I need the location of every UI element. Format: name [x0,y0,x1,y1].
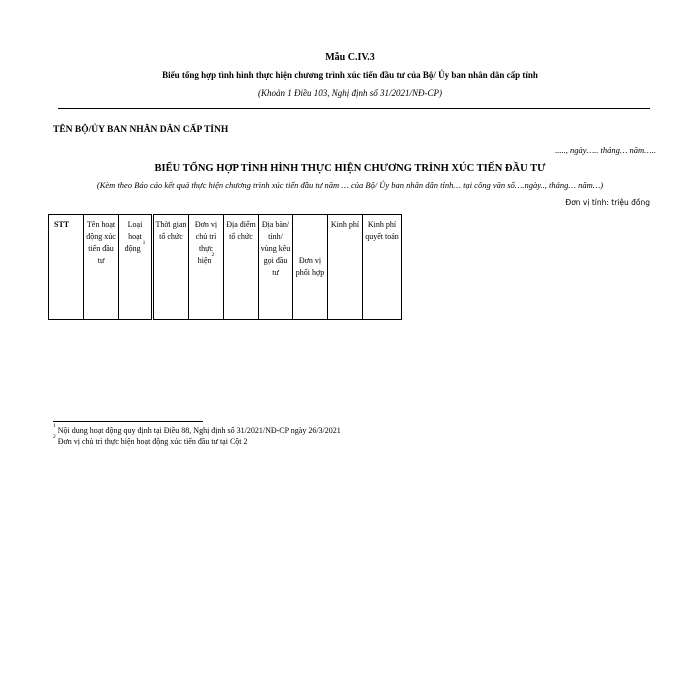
footnote-mark-1: 1 [142,240,146,246]
footnote-1-mark: 1 [53,423,56,429]
col-header-time: Thời gian tổ chức [154,215,189,320]
col-header-partner-unit: Đơn vị phối hợp [293,215,328,320]
col-header-host-unit [189,215,224,320]
form-title: Biểu tổng hợp tình hình thực hiện chương trình xúc tiến đầu tư của Bộ/ Ủy ban nhân dân cấp tỉnh [162,70,538,80]
footnote-mark-2: 2 [211,252,215,258]
col-header-activity-type [119,215,152,320]
footnote-2-mark: 2 [53,434,56,440]
col-header-stt: STT [49,215,84,320]
date-line: ....., ngày….. tháng… năm….. [555,145,656,155]
footnote-1-text: Nội dung hoạt động quy định tại Điều 88, Nghị định số 31/2021/NĐ-CP ngày 26/3/2021 [57,426,341,435]
legal-reference: (Khoản 1 Điều 103, Nghị định số 31/2021/NĐ-CP) [258,88,442,98]
agency-name: TÊN BỘ/ỦY BAN NHÂN DÂN CẤP TỈNH [53,125,229,135]
col-header-activity-name: Tên hoạt động xúc tiến đầu tư [84,215,119,320]
report-title: BIỂU TỔNG HỢP TÌNH HÌNH THỰC HIỆN CHƯƠNG TRÌNH XÚC TIẾN ĐẦU TƯ [154,163,546,174]
footnote-divider [53,421,203,422]
unit-label: Đơn vị tính: triệu đồng [565,198,650,207]
col-header-target-region: Địa bàn/ tỉnh/ vùng kêu gọi đầu tư [259,215,293,320]
summary-table [48,214,402,320]
footnote-2-text: Đơn vị chủ trì thực hiện hoạt động xúc tiến đầu tư tại Cột 2 [57,437,248,446]
header-divider [58,108,650,109]
footnote-2 [53,434,248,446]
col-header-host-unit-label: Đơn vị chủ trì thực hiện [194,220,218,265]
footnote-1 [53,423,341,435]
form-code: Mẫu C.IV.3 [325,52,375,63]
table-header-row [49,215,402,320]
report-note: (Kèm theo Báo cáo kết quả thực hiện chương trình xúc tiến đầu tư năm … của Bộ/ Ủy ban nhân dân tỉnh… tại công văn số….ngày.., tháng… năm…) [96,180,604,190]
col-header-activity-type-label: Loại hoạt động [124,220,143,253]
col-header-settled-budget: Kinh phí quyết toán [363,215,402,320]
col-header-budget: Kinh phí [328,215,363,320]
col-header-venue: Địa điểm tổ chức [224,215,259,320]
